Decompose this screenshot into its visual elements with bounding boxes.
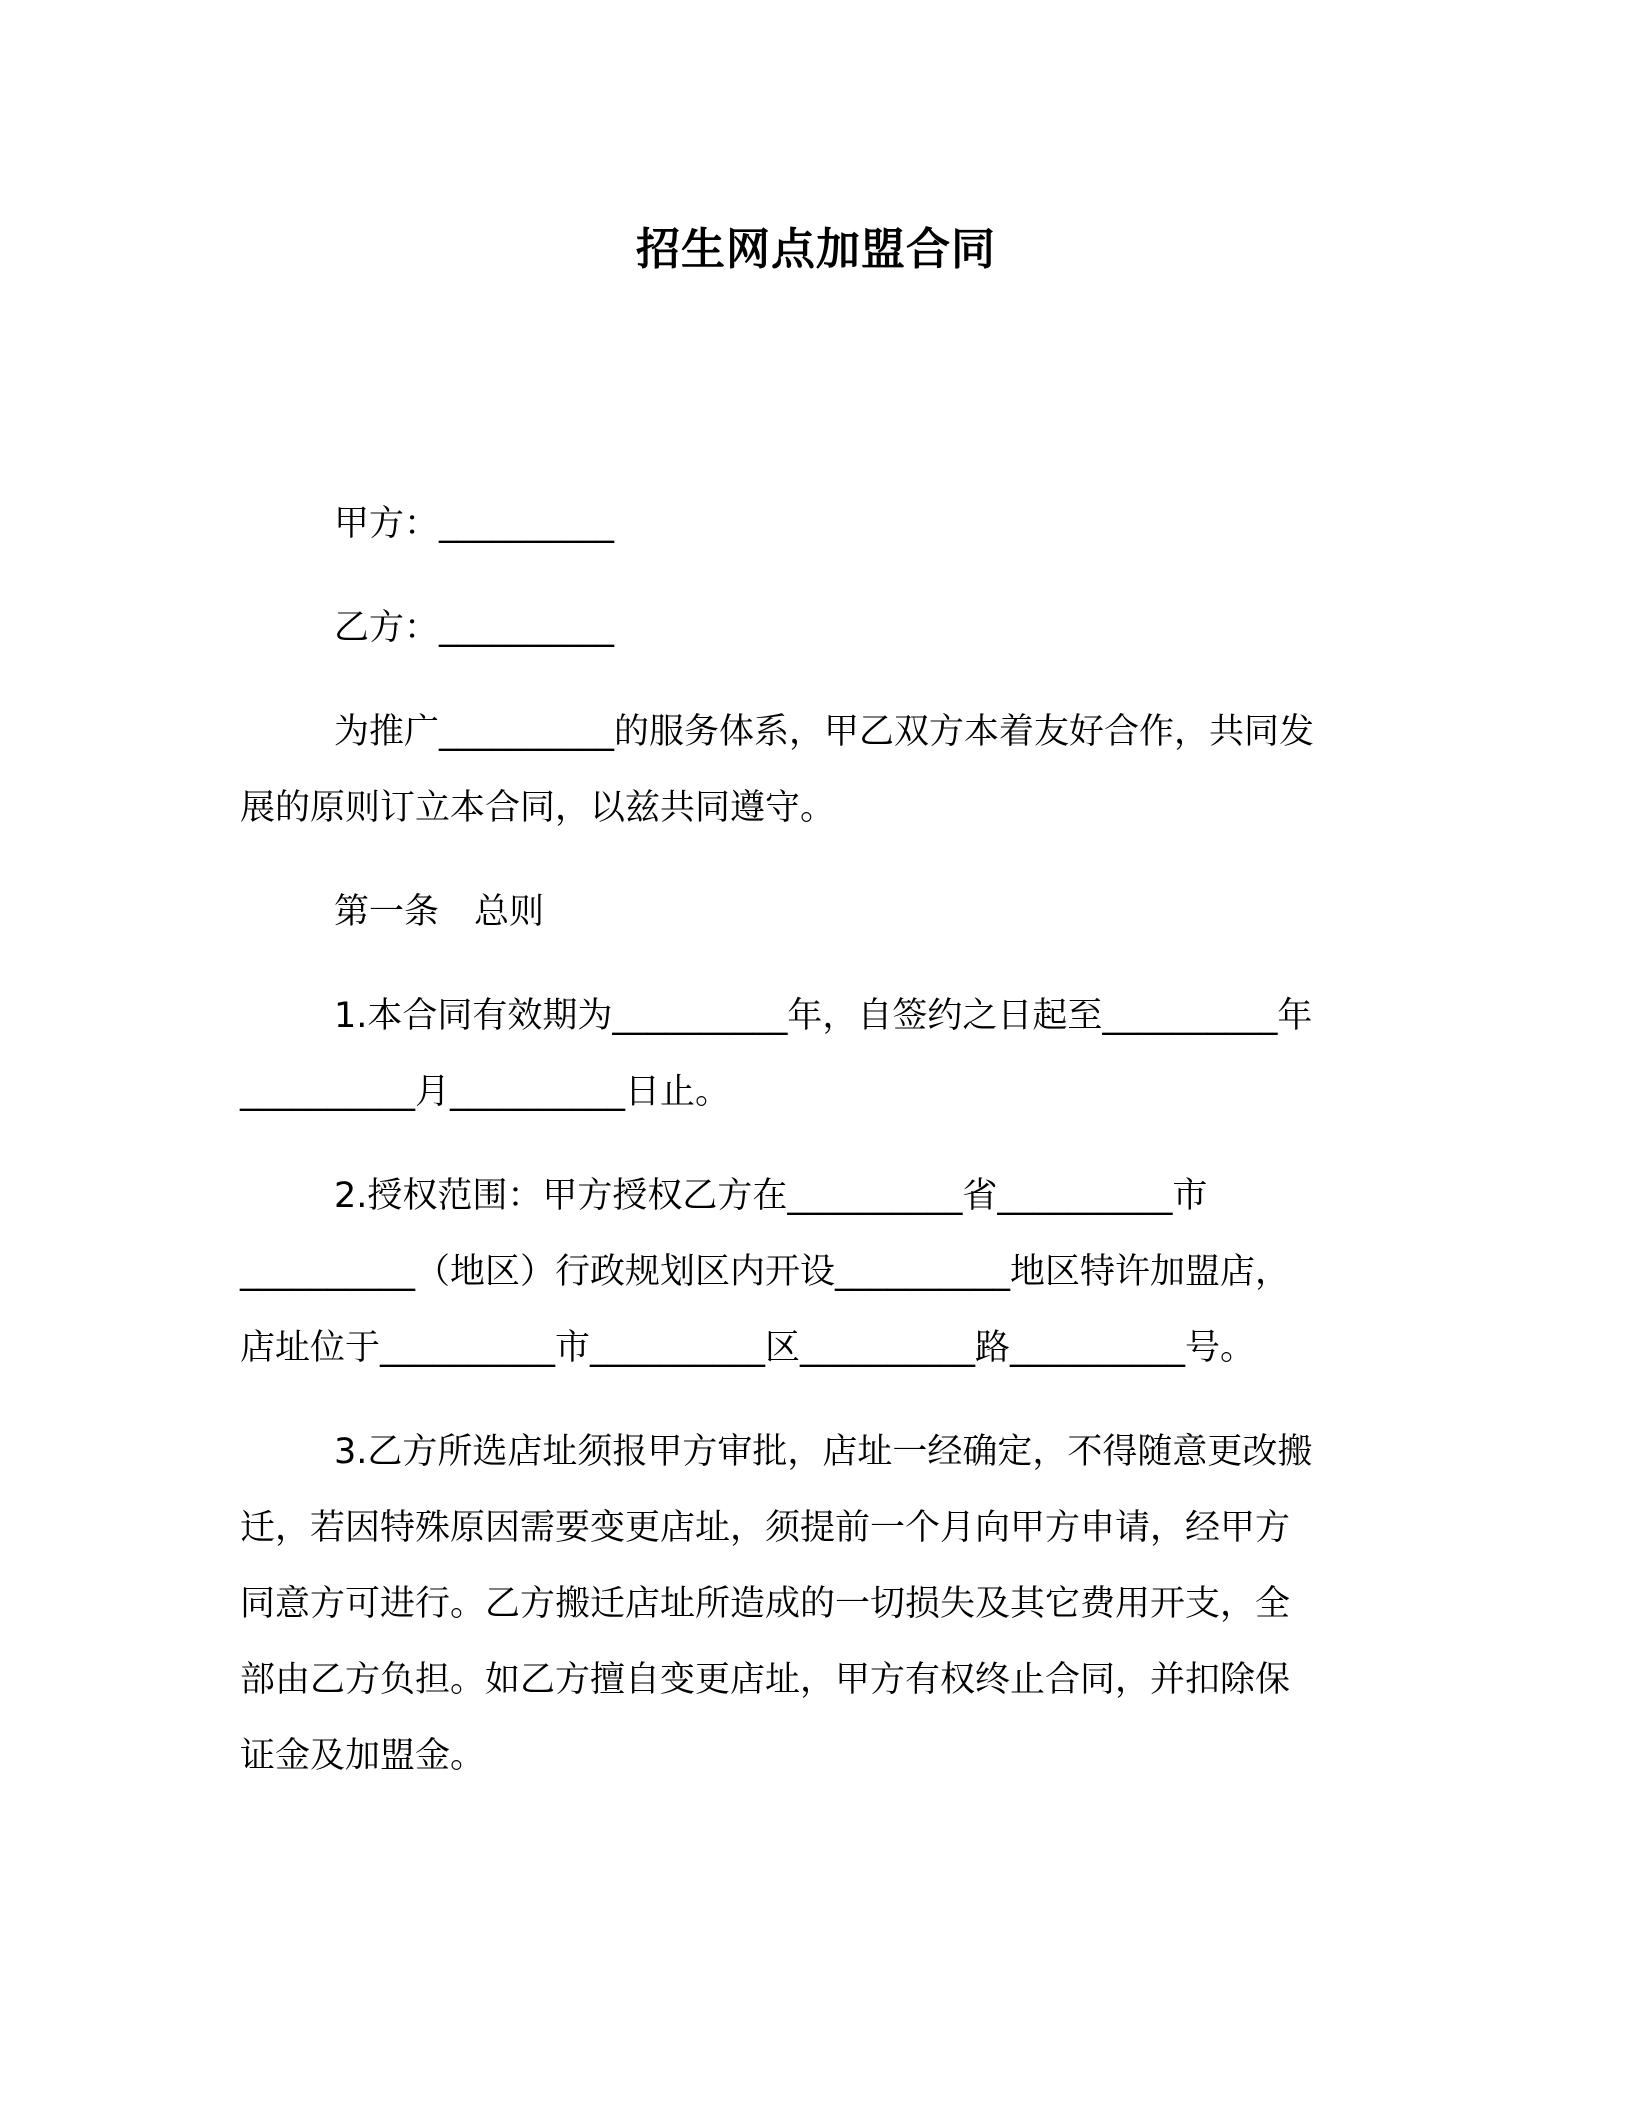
clause-3-paragraph (240, 1414, 1392, 1794)
section-1-heading (240, 874, 1392, 950)
clause-3-line-5: 证金及加盟金。 (240, 1736, 486, 1776)
clause-1-line-2: __________月__________日止。 (240, 1072, 731, 1112)
party-a-text: 甲方：__________ (334, 504, 615, 544)
document-body (240, 486, 1392, 1822)
party-a-line (240, 486, 1392, 562)
clause-1-line-1: 1.本合同有效期为__________年，自签约之日起至__________年 (334, 996, 1313, 1036)
clause-3-line-1: 3.乙方所选店址须报甲方审批，店址一经确定，不得随意更改搬 (334, 1432, 1313, 1472)
clause-2-line-3: 店址位于__________市__________区__________路__________号。 (240, 1328, 1256, 1368)
section-1-heading-text: 第一条 总则 (334, 892, 545, 932)
clause-2-line-1: 2.授权范围：甲方授权乙方在__________省__________市 (334, 1176, 1208, 1216)
clause-2-paragraph (240, 1158, 1392, 1386)
clause-2-line-2: __________（地区）行政规划区内开设__________地区特许加盟店， (240, 1252, 1291, 1292)
clause-3-line-4: 部由乙方负担。如乙方擅自变更店址，甲方有权终止合同，并扣除保 (240, 1660, 1291, 1700)
party-b-text: 乙方：__________ (334, 608, 615, 648)
intro-line-1: 为推广__________的服务体系，甲乙双方本着友好合作，共同发 (334, 712, 1315, 752)
intro-paragraph (240, 694, 1392, 846)
clause-1-paragraph (240, 978, 1392, 1130)
party-b-line (240, 590, 1392, 666)
clause-3-line-2: 迁，若因特殊原因需要变更店址，须提前一个月向甲方申请，经甲方 (240, 1508, 1291, 1548)
document-title: 招生网点加盟合同 (636, 224, 996, 275)
intro-line-2: 展的原则订立本合同，以兹共同遵守。 (240, 788, 836, 828)
clause-3-line-3: 同意方可进行。乙方搬迁店址所造成的一切损失及其它费用开支，全 (240, 1584, 1291, 1624)
